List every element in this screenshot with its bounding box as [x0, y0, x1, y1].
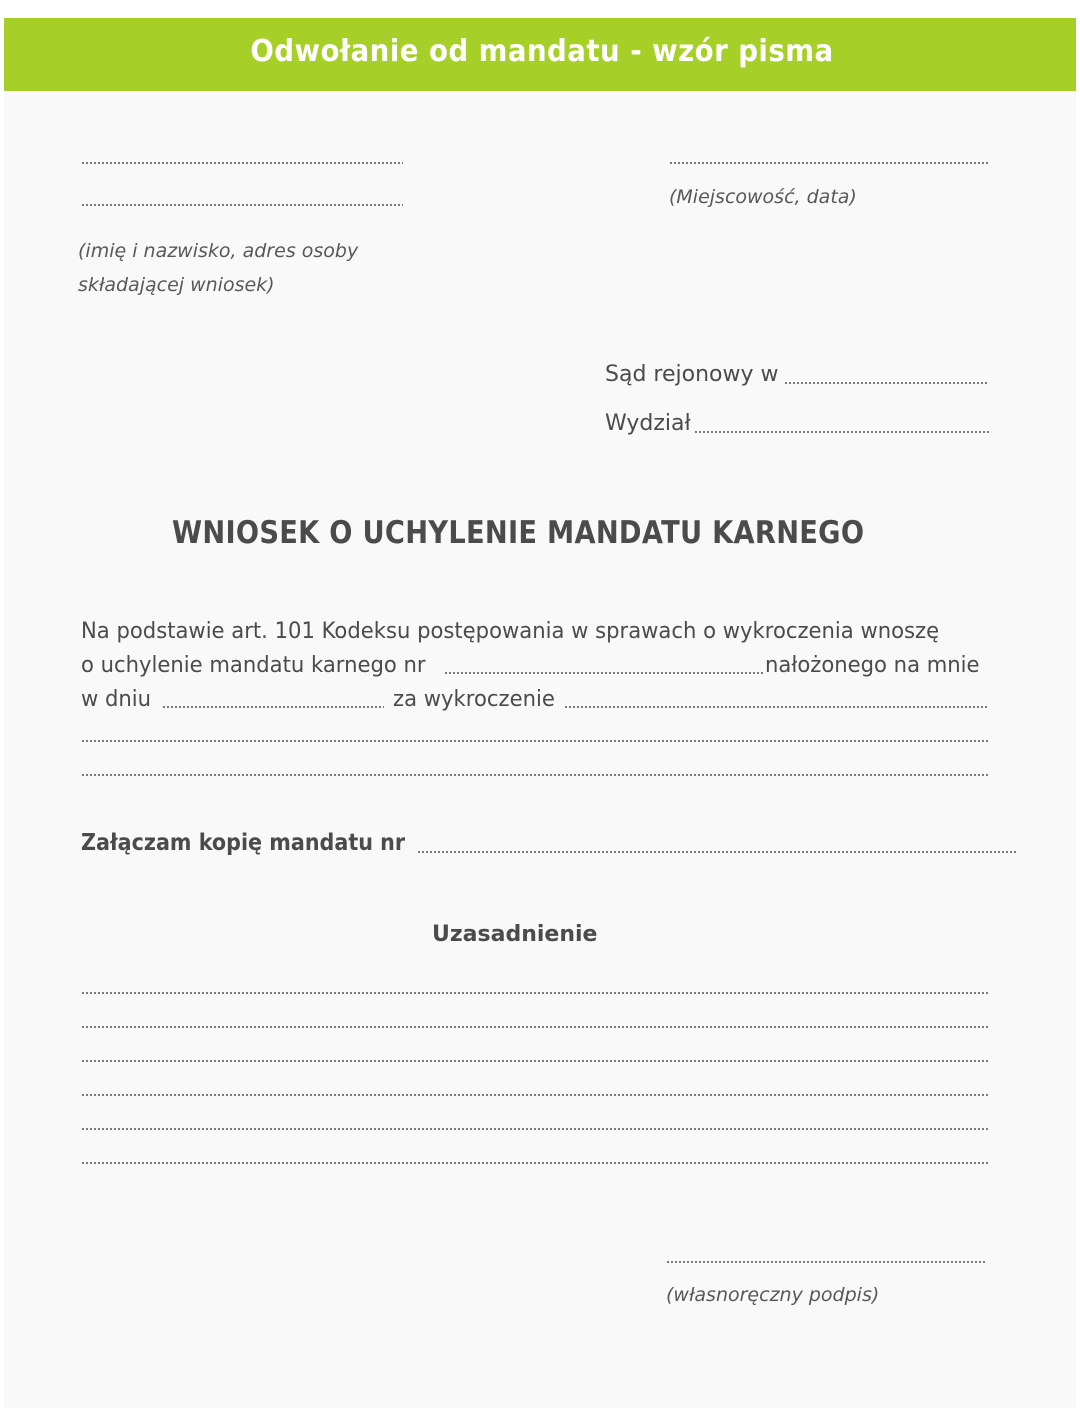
- place-date-caption: (Miejscowość, data): [669, 186, 857, 208]
- body-line-2-prefix: o uchylenie mandatu karnego nr: [81, 653, 426, 678]
- court-field[interactable]: [784, 382, 989, 384]
- offense-extra-line-2[interactable]: [81, 774, 989, 776]
- sender-name-field[interactable]: [81, 162, 403, 164]
- body-line-1: Na podstawie art. 101 Kodeksu postępowania w sprawach o wykroczenia wnoszę: [81, 619, 940, 644]
- justification-line-5[interactable]: [81, 1128, 989, 1130]
- document-title: WNIOSEK O UCHYLENIE MANDATU KARNEGO: [172, 515, 865, 551]
- department-field[interactable]: [694, 431, 989, 433]
- attachment-mandate-number-field[interactable]: [417, 851, 1017, 853]
- justification-line-1[interactable]: [81, 992, 989, 994]
- place-date-field[interactable]: [669, 162, 989, 164]
- offense-description-field[interactable]: [564, 706, 989, 708]
- page-title: Odwołanie od mandatu - wzór pisma: [250, 34, 834, 69]
- offense-extra-line-1[interactable]: [81, 740, 989, 742]
- sender-caption-line1: (imię i nazwisko, adres osoby: [78, 240, 359, 262]
- signature-caption: (własnoręczny podpis): [666, 1284, 880, 1306]
- signature-field[interactable]: [666, 1261, 986, 1263]
- mandate-number-field[interactable]: [444, 672, 764, 674]
- sender-caption-line2: składającej wniosek): [78, 274, 275, 296]
- department-label: Wydział: [605, 411, 691, 436]
- sender-address-field[interactable]: [81, 204, 403, 206]
- justification-line-2[interactable]: [81, 1026, 989, 1028]
- attachment-label: Załączam kopię mandatu nr: [81, 830, 406, 856]
- justification-line-3[interactable]: [81, 1060, 989, 1062]
- justification-line-6[interactable]: [81, 1162, 989, 1164]
- body-line-3-prefix: w dniu: [81, 687, 152, 712]
- offense-date-field[interactable]: [162, 706, 384, 708]
- court-label: Sąd rejonowy w: [605, 362, 779, 387]
- header-banner: [4, 18, 1076, 91]
- justification-line-4[interactable]: [81, 1094, 989, 1096]
- body-line-2-suffix: nałożonego na mnie: [765, 653, 980, 678]
- body-line-3-middle: za wykroczenie: [393, 687, 555, 712]
- justification-heading: Uzasadnienie: [432, 922, 598, 947]
- document-page: [4, 18, 1076, 1408]
